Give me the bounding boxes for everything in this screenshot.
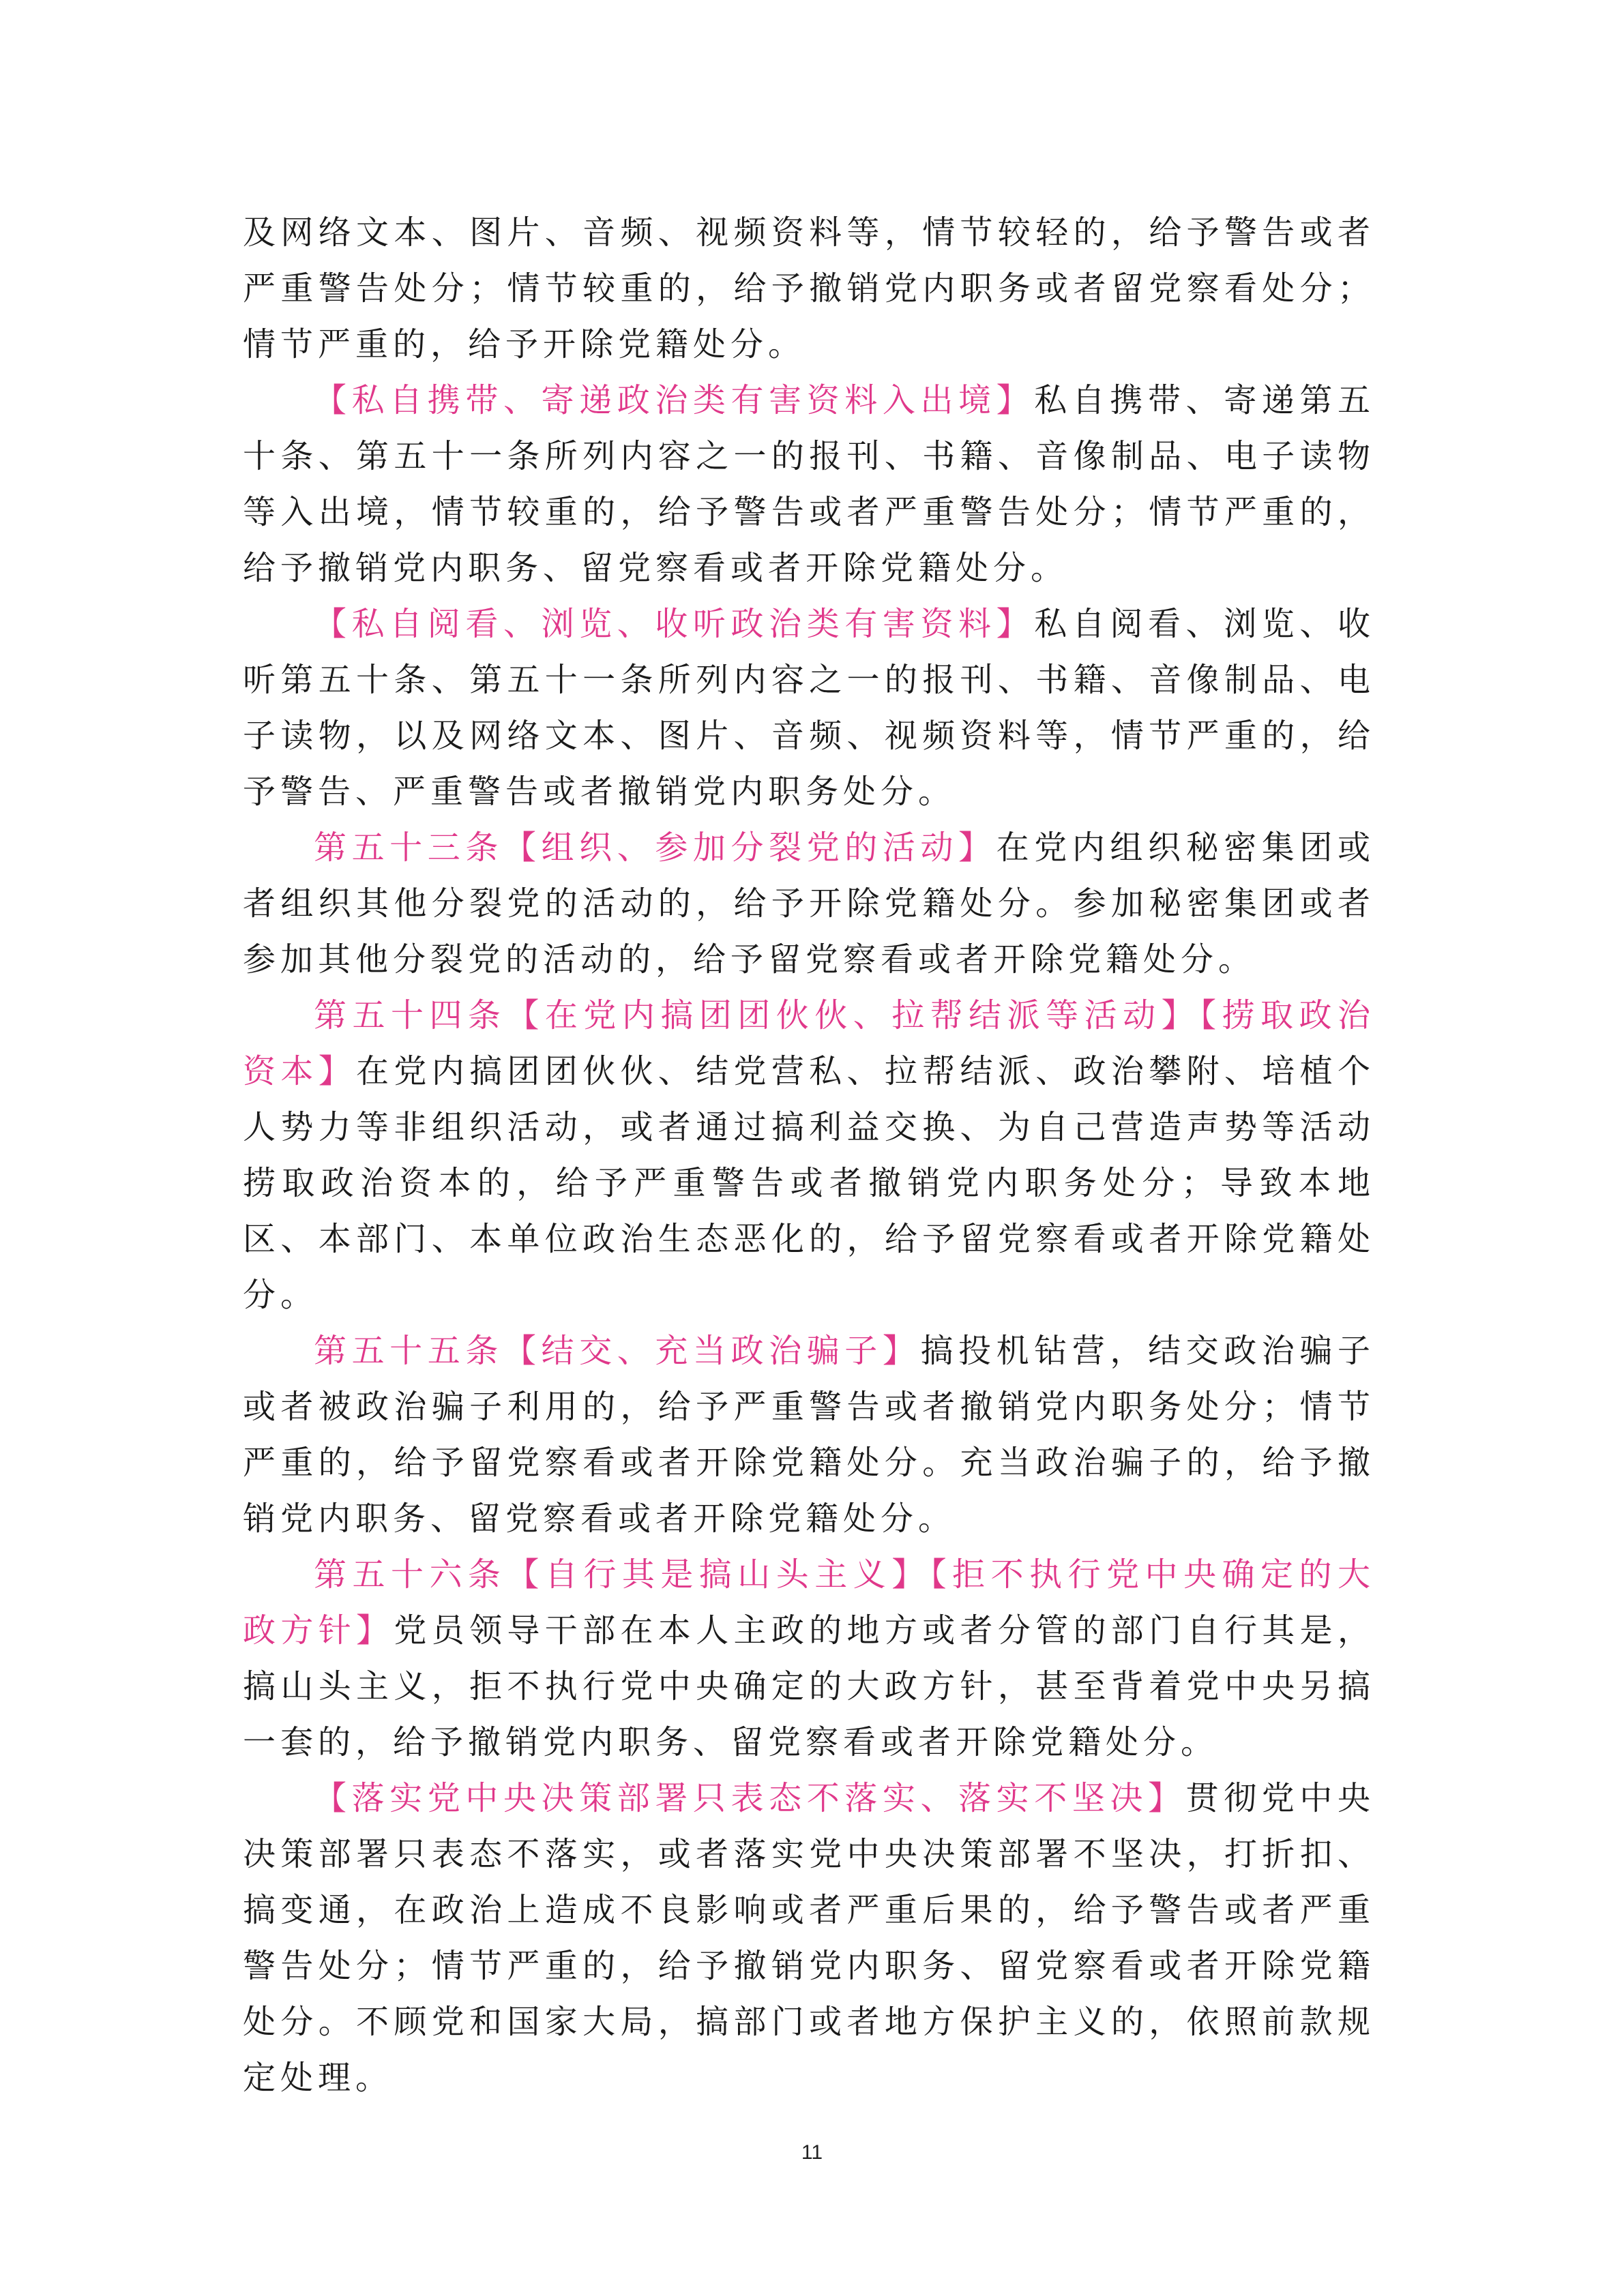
page-number: 11 bbox=[801, 2141, 823, 2164]
article-heading: 【私自阅看、浏览、收听政治类有害资料】 bbox=[314, 605, 1035, 643]
paragraph-text: 搞投机钻营，结交政治骗子或者被政治骗子利用的，给予严重警告或者撤销党内职务处分；情节严重的，给予留党察看或者开除党籍处分。充当政治骗子的，给予撤销党内职务、留党察看或者开除党籍处分。 bbox=[243, 1332, 1375, 1538]
paragraph-text: 在党内组织秘密集团或者组织其他分裂党的活动的，给予开除党籍处分。参加秘密集团或者参加其他分裂党的活动的，给予留党察看或者开除党籍处分。 bbox=[243, 829, 1375, 979]
paragraph bbox=[243, 596, 1375, 820]
document-page bbox=[243, 205, 1375, 2106]
paragraph-text: 私自阅看、浏览、收听第五十条、第五十一条所列内容之一的报刊、书籍、音像制品、电子读物，以及网络文本、图片、音频、视频资料等，情节严重的，给予警告、严重警告或者撤销党内职务处分。 bbox=[243, 605, 1375, 811]
article-heading: 第五十三条【组织、参加分裂党的活动】 bbox=[314, 829, 996, 867]
paragraph bbox=[243, 1323, 1375, 1547]
article-heading: 【落实党中央决策部署只表态不落实、落实不坚决】 bbox=[314, 1779, 1186, 1817]
paragraph bbox=[243, 987, 1375, 1323]
paragraph-text: 贯彻党中央决策部署只表态不落实，或者落实党中央决策部署不坚决，打折扣、搞变通，在政治上造成不良影响或者严重后果的，给予警告或者严重警告处分；情节严重的，给予撤销党内职务、留党察看或者开除党籍处分。不顾党和国家大局，搞部门或者地方保护主义的，依照前款规定处理。 bbox=[243, 1779, 1375, 2097]
paragraph-text: 私自携带、寄递第五十条、第五十一条所列内容之一的报刊、书籍、音像制品、电子读物等入出境，情节较重的，给予警告或者严重警告处分；情节严重的，给予撤销党内职务、留党察看或者开除党籍处分。 bbox=[243, 381, 1375, 587]
paragraph bbox=[243, 1547, 1375, 1770]
paragraph-text: 及网络文本、图片、音频、视频资料等，情节较轻的，给予警告或者严重警告处分；情节较重的，给予撤销党内职务或者留党察看处分；情节严重的，给予开除党籍处分。 bbox=[243, 213, 1375, 363]
article-heading: 第五十四条【在党内搞团团伙伙、拉帮结派等活动】【捞取政治资本】 bbox=[243, 996, 1375, 1090]
article-heading: 第五十六条【自行其是搞山头主义】【拒不执行党中央确定的大政方针】 bbox=[243, 1555, 1375, 1650]
paragraph bbox=[243, 1770, 1375, 2106]
paragraph-text: 党员领导干部在本人主政的地方或者分管的部门自行其是，搞山头主义，拒不执行党中央确定的大政方针，甚至背着党中央另搞一套的，给予撤销党内职务、留党察看或者开除党籍处分。 bbox=[243, 1611, 1375, 1761]
paragraph bbox=[243, 372, 1375, 596]
article-heading: 【私自携带、寄递政治类有害资料入出境】 bbox=[314, 381, 1035, 419]
article-heading: 第五十五条【结交、充当政治骗子】 bbox=[314, 1332, 921, 1370]
paragraph-text: 在党内搞团团伙伙、结党营私、拉帮结派、政治攀附、培植个人势力等非组织活动，或者通过搞利益交换、为自己营造声势等活动捞取政治资本的，给予严重警告或者撤销党内职务处分；导致本地区、本部门、本单位政治生态恶化的，给予留党察看或者开除党籍处分。 bbox=[243, 1052, 1375, 1314]
paragraph bbox=[243, 820, 1375, 987]
paragraph bbox=[243, 205, 1375, 372]
